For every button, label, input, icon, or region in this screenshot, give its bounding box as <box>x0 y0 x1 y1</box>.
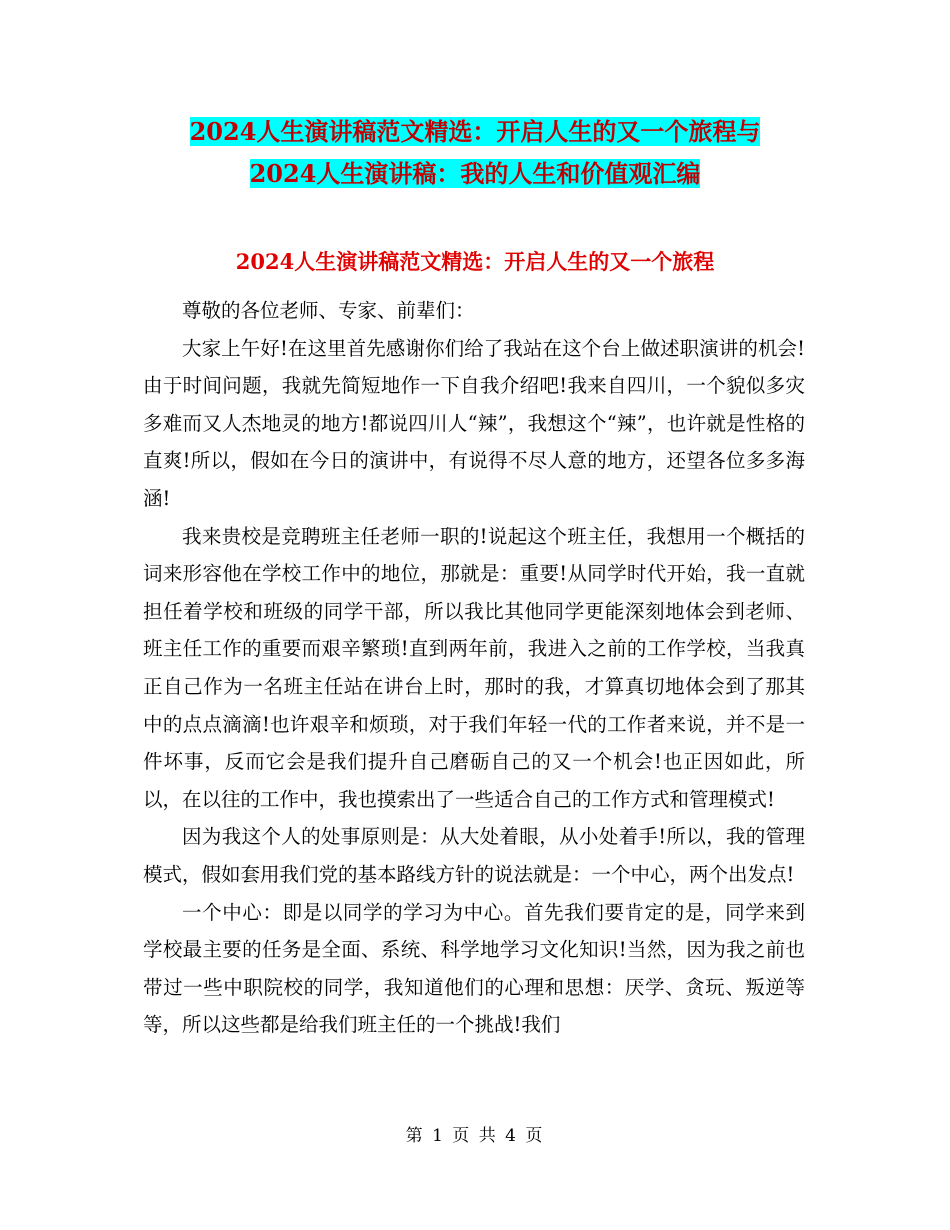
paragraph-salutation: 尊敬的各位老师、专家、前辈们： <box>182 299 475 322</box>
title-highlight: 2024人生演讲稿范文精选：开启人生的又一个旅程与 <box>189 117 761 146</box>
paragraph: 大家上午好!在这里首先感谢你们给了我站在这个台上做述职演讲的机会!由于时间问题，我就先简短地作一下自我介绍吧!我来自四川，一个貌似多灾多难而又人杰地灵的地方!都说四川人“辣”，我想这个“辣”，也许就是性格的直爽!所以，假如在今日的演讲中，有说得不尽人意的地方，还望各位多多海涵! <box>143 336 805 510</box>
document-title-line-2 <box>0 154 950 194</box>
document-title-line-1 <box>0 112 950 152</box>
paragraph: 因为我这个人的处事原则是：从大处着眼，从小处着手!所以，我的管理模式，假如套用我们党的基本路线方针的说法就是：一个中心，两个出发点! <box>143 825 805 886</box>
paragraph: 我来贵校是竞聘班主任老师一职的!说起这个班主任，我想用一个概括的词来形容他在学校工作中的地位，那就是：重要!从同学时代开始，我一直就担任着学校和班级的同学干部，所以我比其他同学更能深刻地体会到老师、班主任工作的重要而艰辛繁琐!直到两年前，我进入之前的工作学校，当我真正自己作为一名班主任站在讲台上时，那时的我，才算真切地体会到了那其中的点点滴滴!也许艰辛和烦琐，对于我们年轻一代的工作者来说，并不是一件坏事，反而它会是我们提升自己磨砺自己的又一个机会!也正因如此，所以，在以往的工作中，我也摸索出了一些适合自己的工作方式和管理模式! <box>143 524 805 811</box>
title-highlight: 2024人生演讲稿：我的人生和价值观汇编 <box>249 159 701 188</box>
page-footer: 第 1 页 共 4 页 <box>405 1126 545 1146</box>
document-body <box>143 292 805 1044</box>
paragraph: 一个中心：即是以同学的学习为中心。首先我们要肯定的是，同学来到学校最主要的任务是全面、系统、科学地学习文化知识!当然，因为我之前也带过一些中职院校的同学，我知道他们的心理和思想：厌学、贪玩、叛逆等等，所以这些都是给我们班主任的一个挑战!我们 <box>143 900 805 1037</box>
section-heading: 2024人生演讲稿范文精选：开启人生的又一个旅程 <box>235 249 715 274</box>
